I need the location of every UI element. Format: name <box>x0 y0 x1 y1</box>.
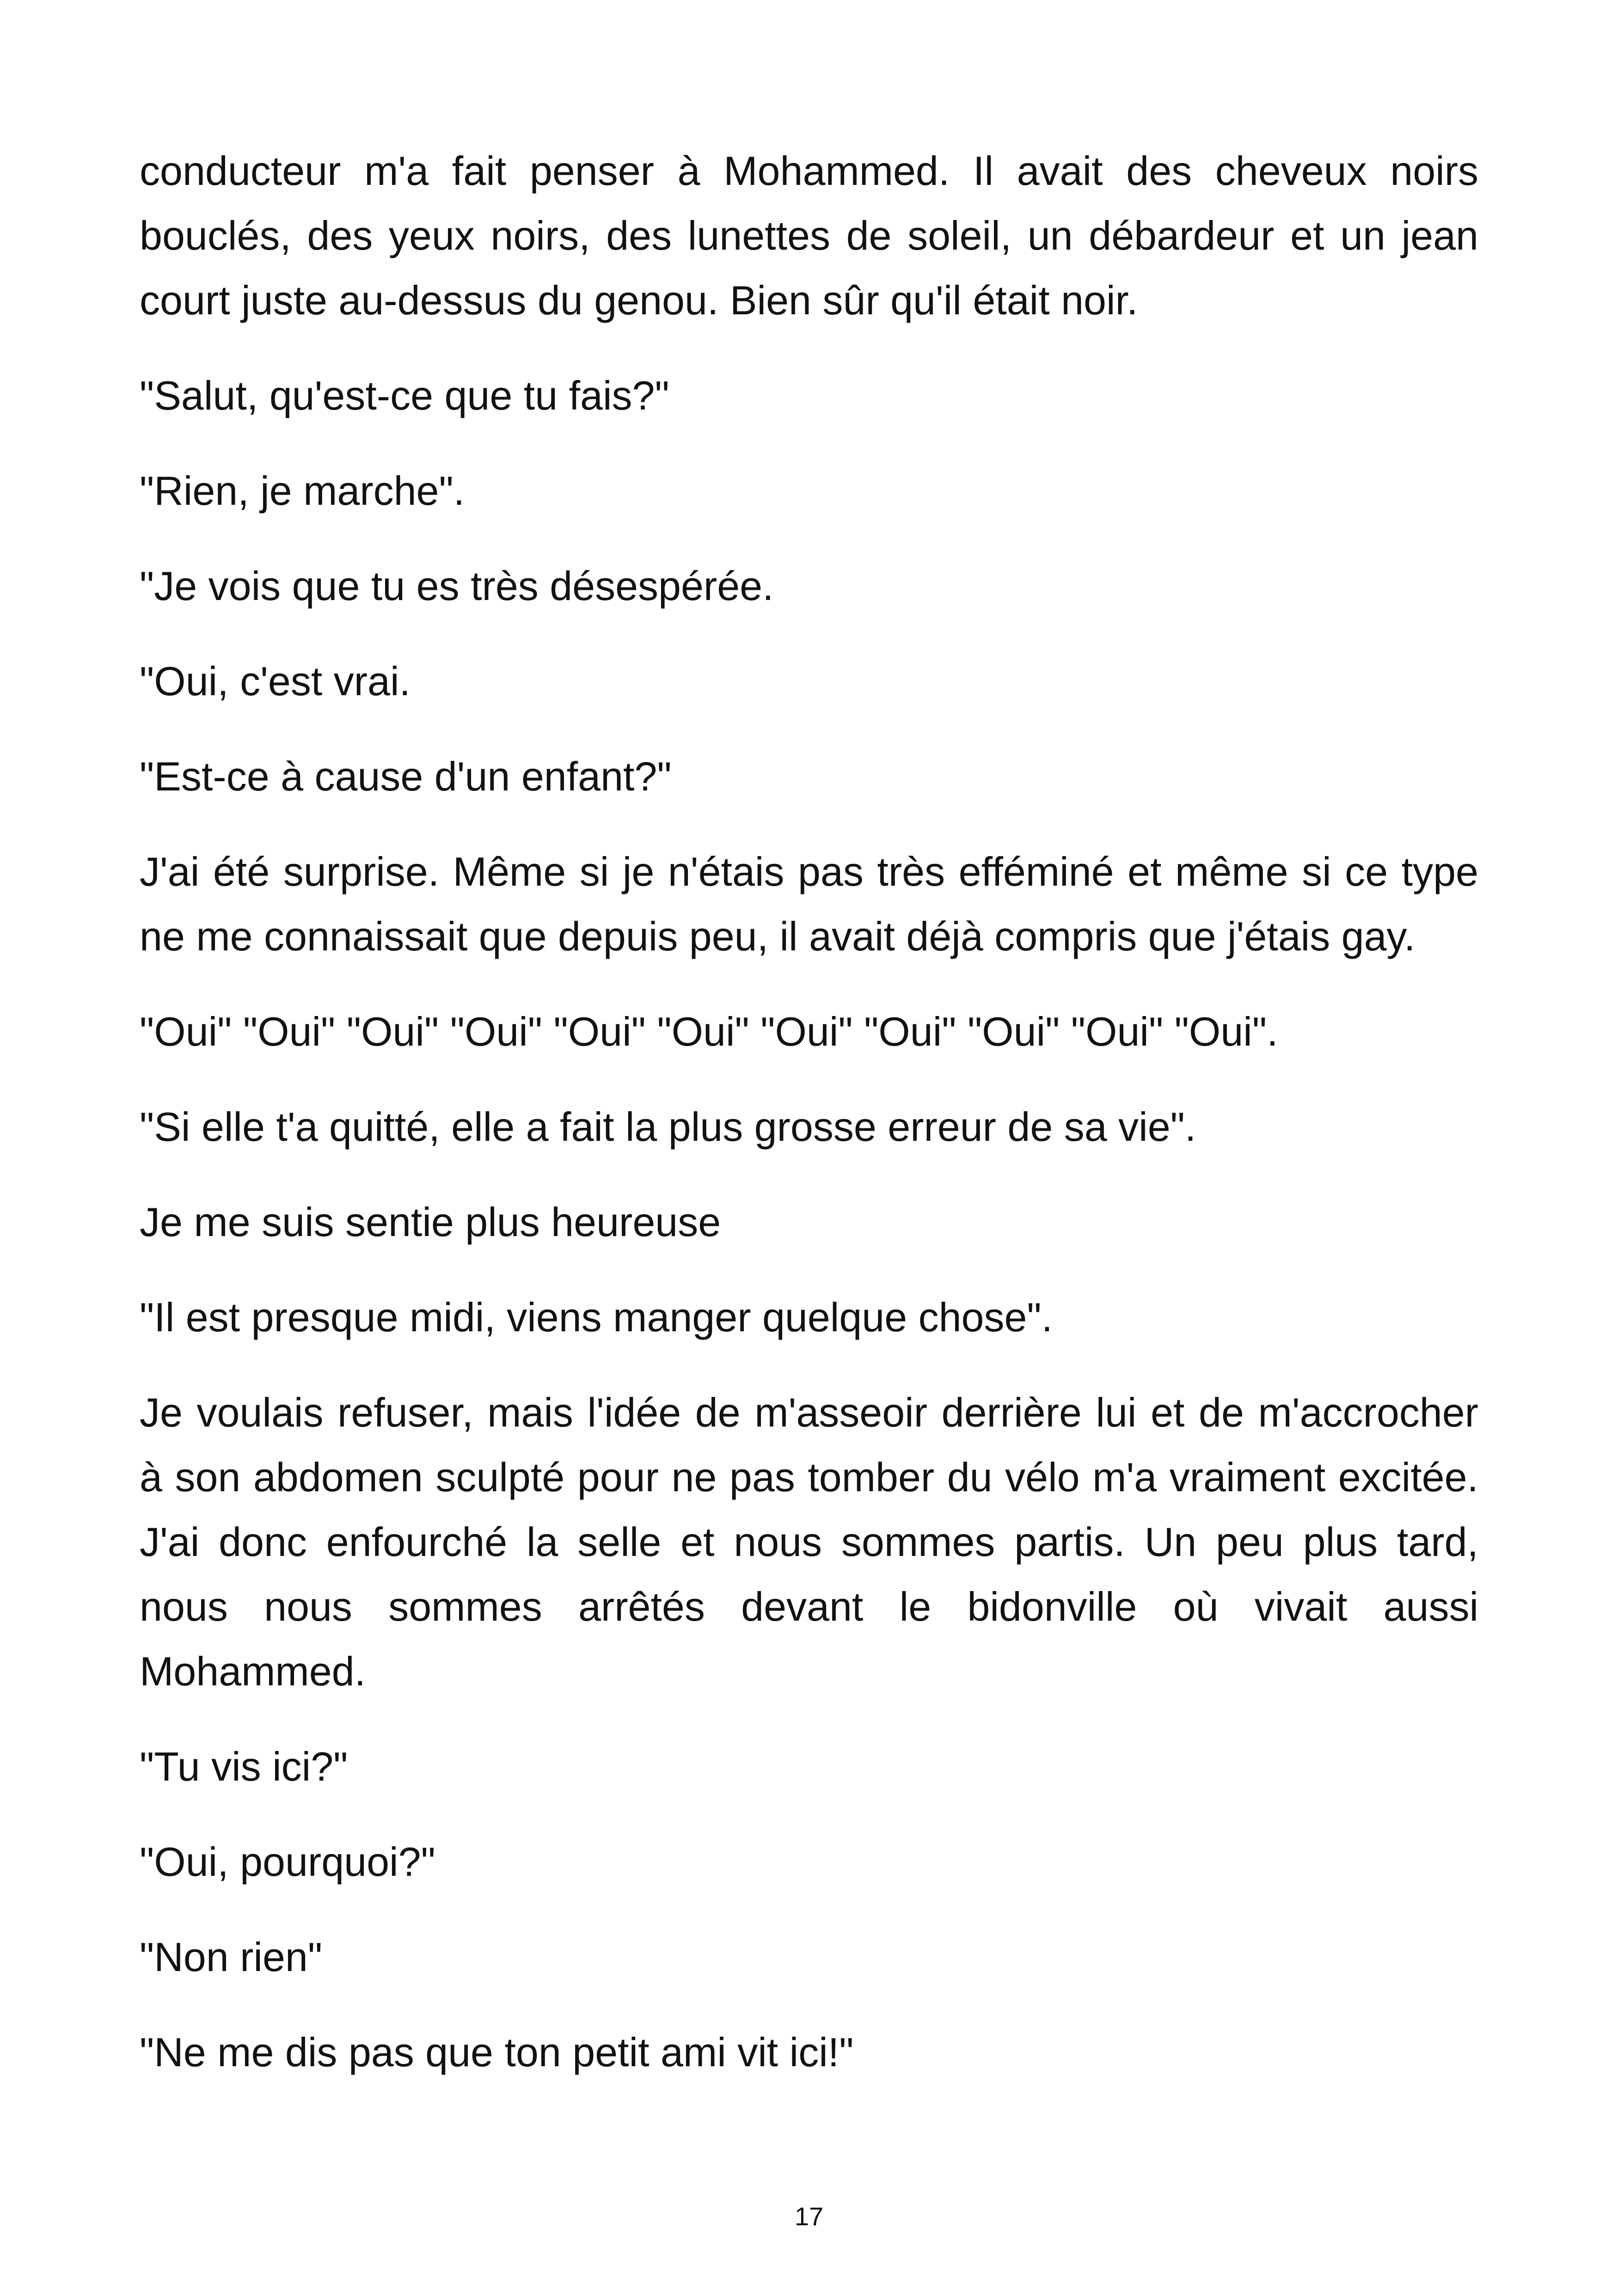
text-body <box>140 139 1478 2115</box>
paragraph: "Je vois que tu es très désespérée. <box>140 563 774 609</box>
paragraph: "Rien, je marche". <box>140 468 465 514</box>
paragraph: "Ne me dis pas que ton petit ami vit ici!" <box>140 2029 854 2075</box>
paragraph: Je me suis sentie plus heureuse <box>140 1199 721 1245</box>
paragraph: "Tu vis ici?" <box>140 1744 348 1789</box>
paragraph: "Oui, pourquoi?" <box>140 1839 435 1885</box>
paragraph: J'ai été surprise. Même si je n'étais pas très efféminé et même si ce type ne me connaissait que depuis peu, il avait déjà compris que j'étais gay. <box>140 849 1478 959</box>
paragraph: "Non rien" <box>140 1934 323 1980</box>
paragraph: "Oui" "Oui" "Oui" "Oui" "Oui" "Oui" "Oui" "Oui" "Oui" "Oui" "Oui". <box>140 1009 1278 1054</box>
paragraph: "Salut, qu'est-ce que tu fais?" <box>140 373 669 418</box>
paragraph: "Oui, c'est vrai. <box>140 658 411 704</box>
paragraph: "Si elle t'a quitté, elle a fait la plus grosse erreur de sa vie". <box>140 1104 1196 1150</box>
paragraph: "Il est presque midi, viens manger quelque chose". <box>140 1294 1053 1340</box>
page-number: 17 <box>794 2202 824 2231</box>
paragraph: Je voulais refuser, mais l'idée de m'asseoir derrière lui et de m'accrocher à son abdomen sculpté pour ne pas tomber du vélo m'a vraiment excitée. J'ai donc enfourché la selle et nous sommes partis. Un peu plus tard, nous nous sommes arrêtés devant le bidonville où vivait aussi Mohammed. <box>140 1390 1478 1694</box>
paragraph: "Est-ce à cause d'un enfant?" <box>140 753 672 799</box>
paragraph: conducteur m'a fait penser à Mohammed. Il avait des cheveux noirs bouclés, des yeux noirs, des lunettes de soleil, un débardeur et un jean court juste au-dessus du genou. Bien sûr qu'il était noir. <box>140 148 1478 323</box>
